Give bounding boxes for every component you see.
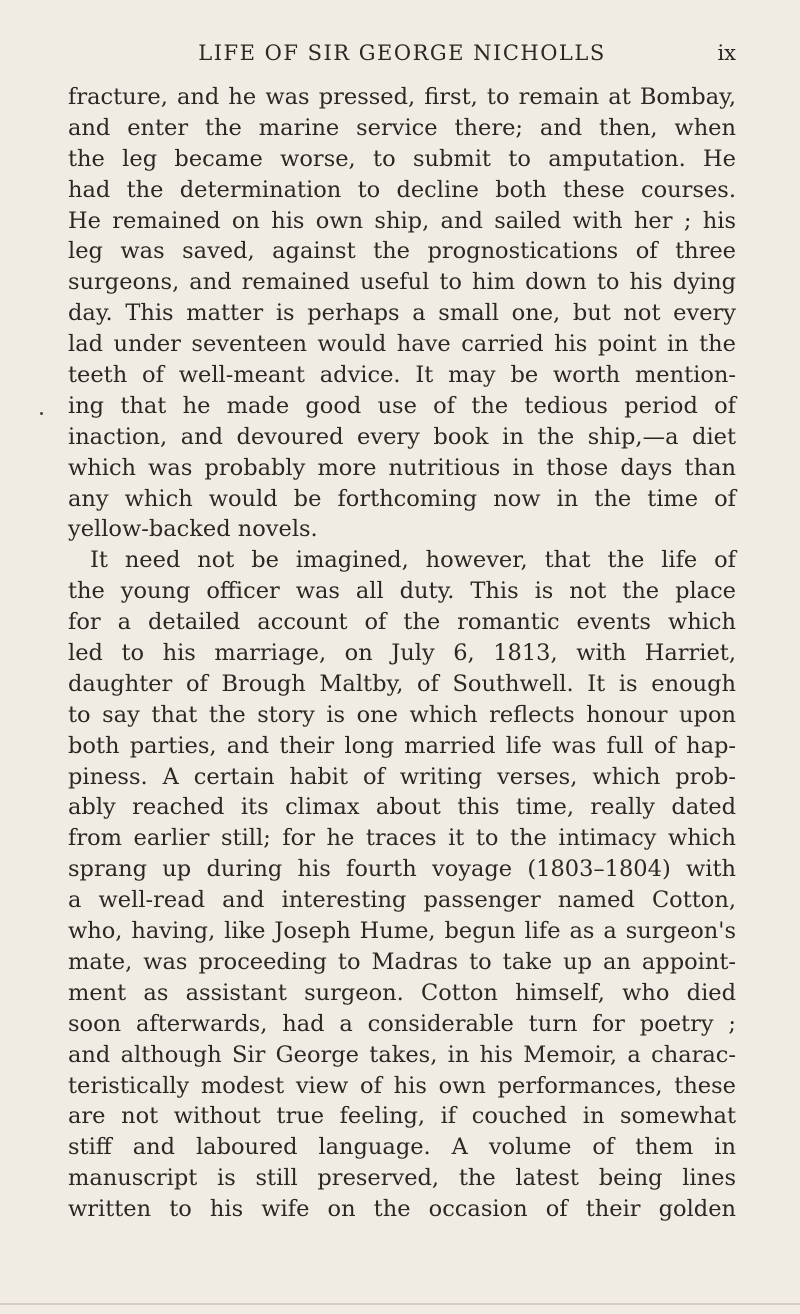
page-number: ix (717, 41, 736, 65)
text-line: mate, was proceeding to Madras to take up an appoint- (68, 948, 736, 975)
text-line: written to his wife on the occasion of their golden (68, 1196, 736, 1223)
body-text (68, 82, 736, 1225)
page-edge-shadow (0, 1303, 800, 1305)
text-line: ably reached its climax about this time, really dated (68, 794, 736, 821)
text-line: both parties, and their long married life was full of hap- (68, 732, 736, 759)
text-line: soon afterwards, had a considerable turn for poetry ; (68, 1010, 736, 1037)
running-head (68, 38, 736, 68)
text-line: teristically modest view of his own performances, these (68, 1072, 736, 1099)
text-line: from earlier still; for he traces it to the intimacy which (68, 825, 736, 852)
text-line: ing that he made good use of the tedious period of (68, 392, 736, 419)
text-line: the leg became worse, to submit to amputation. He (68, 145, 736, 172)
text-line: who, having, like Joseph Hume, begun life as a surgeon's (68, 918, 736, 945)
text-line: daughter of Brough Maltby, of Southwell. It is enough (68, 670, 736, 697)
text-line: led to his marriage, on July 6, 1813, with Harriet, (68, 640, 736, 667)
text-line: for a detailed account of the romantic events which (68, 609, 736, 636)
text-line: inaction, and devoured every book in the ship,—a diet (68, 423, 736, 450)
text-line: sprang up during his fourth voyage (1803–1804) with (68, 856, 736, 883)
text-line: ment as assistant surgeon. Cotton himself, who died (68, 979, 736, 1006)
paragraph-start-line: It need not be imagined, however, that the life of (90, 547, 736, 574)
text-line: stiff and laboured language. A volume of them in (68, 1134, 736, 1161)
text-line: fracture, and he was pressed, first, to remain at Bombay, (68, 84, 736, 110)
text-line: teeth of well-meant advice. It may be worth mention- (68, 362, 736, 389)
paragraph-end-line: yellow-backed novels. (68, 516, 318, 543)
text-line: are not without true feeling, if couched in somewhat (68, 1103, 736, 1130)
text-line: had the determination to decline both these courses. (68, 176, 736, 203)
text-line: leg was saved, against the prognostications of three (68, 238, 736, 265)
text-line: which was probably more nutritious in those days than (68, 454, 736, 481)
text-line: and enter the marine service there; and then, when (68, 114, 736, 141)
margin-mark (40, 412, 43, 415)
text-line: any which would be forthcoming now in the time of (68, 485, 736, 512)
text-line: manuscript is still preserved, the latest being lines (68, 1165, 736, 1192)
text-line: and although Sir George takes, in his Memoir, a charac- (68, 1041, 736, 1068)
text-line: piness. A certain habit of writing verses, which prob- (68, 763, 736, 790)
text-line: a well-read and interesting passenger named Cotton, (68, 887, 736, 914)
text-line: He remained on his own ship, and sailed with her ; his (68, 207, 736, 234)
text-line: surgeons, and remained useful to him down to his dying (68, 269, 736, 296)
text-line: lad under seventeen would have carried his point in the (68, 331, 736, 358)
text-line: to say that the story is one which reflects honour upon (68, 701, 736, 728)
text-line: day. This matter is perhaps a small one, but not every (68, 300, 736, 327)
text-line: the young officer was all duty. This is not the place (68, 578, 736, 605)
running-title: LIFE OF SIR GEORGE NICHOLLS (198, 41, 606, 65)
